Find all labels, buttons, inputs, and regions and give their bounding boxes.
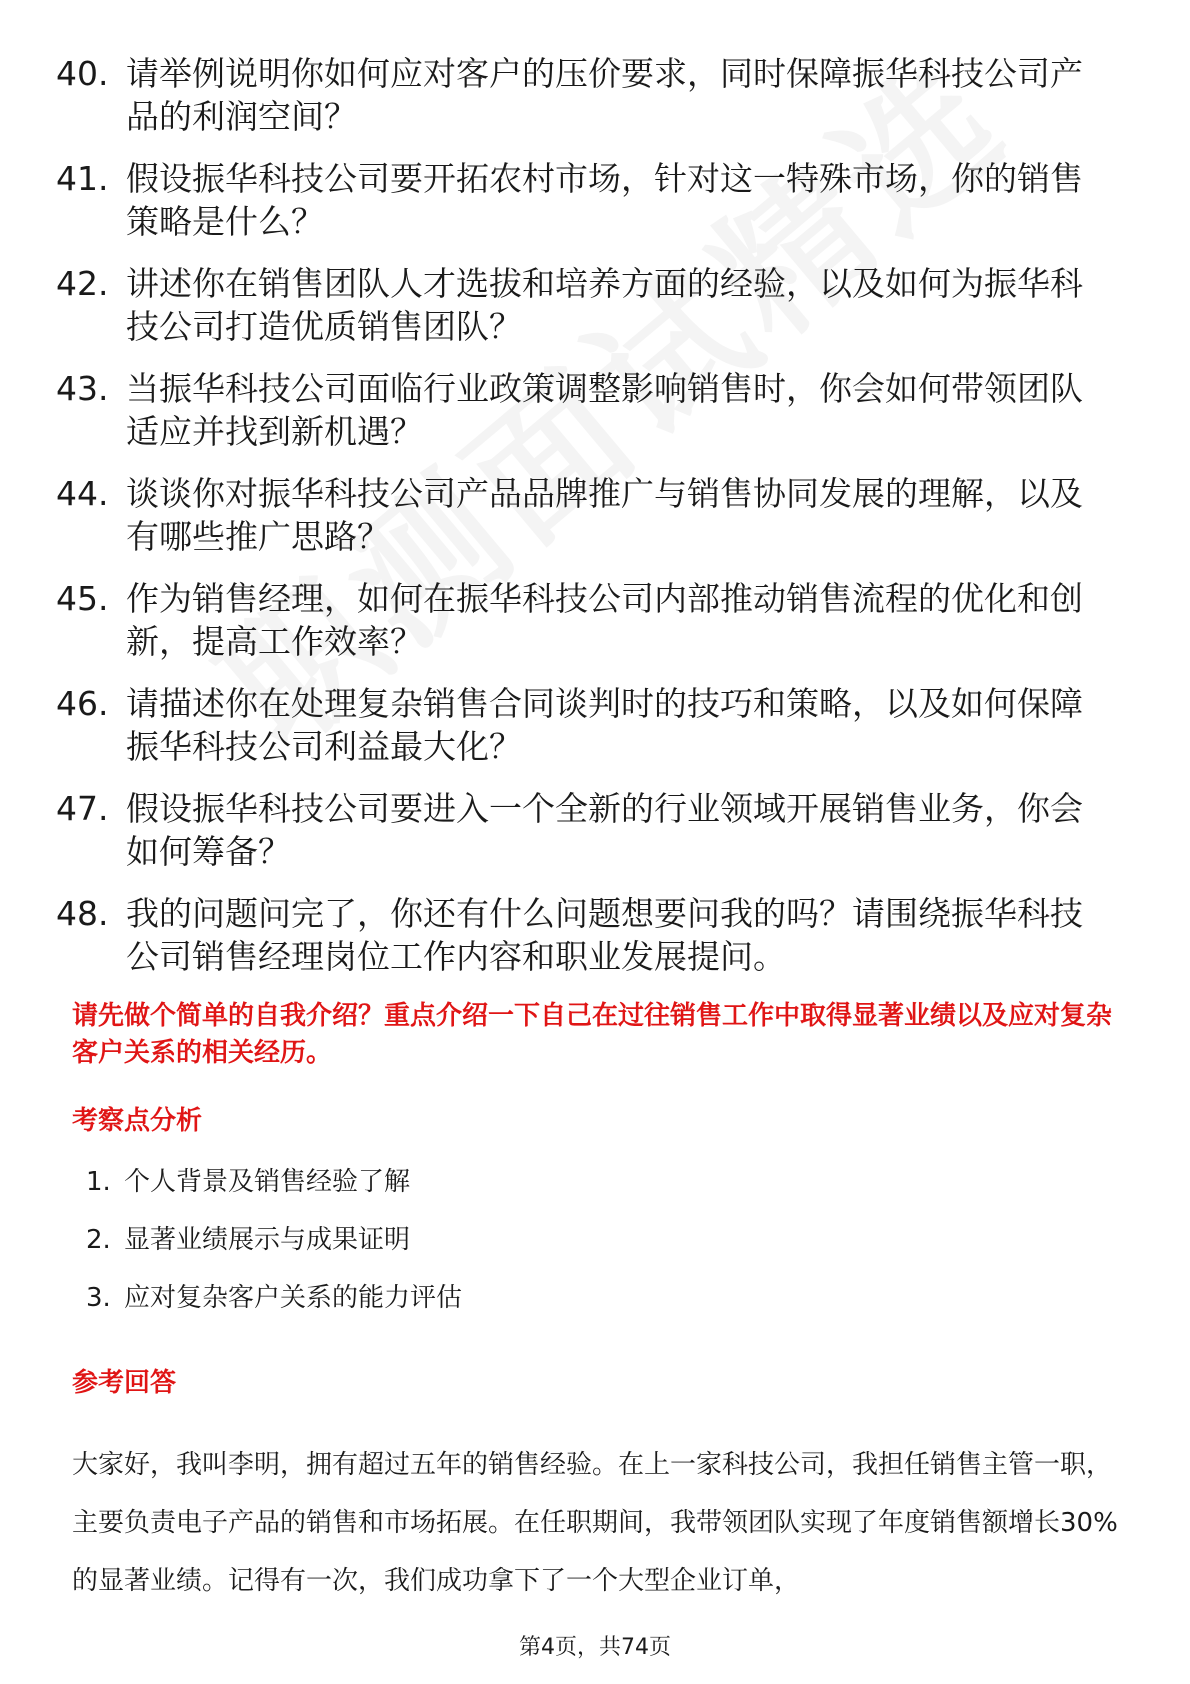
analysis-item bbox=[0, 1280, 1190, 1338]
featured-question: 请先做个简单的自我介绍？重点介绍一下自己在过往销售工作中取得显著业绩以及应对复杂客户关系的相关经历。 bbox=[72, 1001, 1113, 1068]
analysis-number: 2. bbox=[86, 1225, 111, 1255]
page-footer: 第4页，共74页 bbox=[519, 1635, 671, 1660]
reference-answer: 大家好，我叫李明，拥有超过五年的销售经验。在上一家科技公司，我担任销售主管一职，主要负责电子产品的销售和市场拓展。在任职期间，我带领团队实现了年度销售额增长30%的显著业绩。记得有一次，我们成功拿下了一个大型企业订单， bbox=[72, 1450, 1118, 1596]
reference-title: 参考回答 bbox=[72, 1368, 177, 1398]
question-item bbox=[0, 682, 1190, 768]
question-text: 假设振华科技公司要开拓农村市场，针对这一特殊市场，你的销售策略是什么？ bbox=[126, 159, 1083, 241]
question-item bbox=[0, 262, 1190, 348]
question-number: 45. bbox=[56, 579, 109, 618]
question-item bbox=[0, 157, 1190, 243]
analysis-text: 个人背景及销售经验了解 bbox=[124, 1167, 411, 1197]
question-text: 假设振华科技公司要进入一个全新的行业领域开展销售业务，你会如何筹备？ bbox=[126, 789, 1083, 871]
analysis-item bbox=[0, 1222, 1190, 1280]
analysis-number: 1. bbox=[86, 1167, 111, 1197]
analysis-text: 应对复杂客户关系的能力评估 bbox=[124, 1283, 463, 1313]
question-number: 42. bbox=[56, 264, 109, 303]
analysis-number: 3. bbox=[86, 1283, 111, 1313]
question-item bbox=[0, 52, 1190, 138]
question-text: 我的问题问完了，你还有什么问题想要问我的吗？请围绕振华科技公司销售经理岗位工作内容和职业发展提问。 bbox=[126, 894, 1083, 976]
question-list bbox=[0, 52, 1190, 997]
analysis-item bbox=[0, 1164, 1190, 1222]
question-item bbox=[0, 787, 1190, 873]
analysis-list bbox=[0, 1164, 1190, 1338]
question-text: 当振华科技公司面临行业政策调整影响销售时，你会如何带领团队适应并找到新机遇？ bbox=[126, 369, 1083, 451]
question-text: 作为销售经理，如何在振华科技公司内部推动销售流程的优化和创新，提高工作效率？ bbox=[126, 579, 1083, 661]
question-item bbox=[0, 472, 1190, 558]
question-number: 44. bbox=[56, 474, 109, 513]
question-text: 讲述你在销售团队人才选拔和培养方面的经验，以及如何为振华科技公司打造优质销售团队？ bbox=[126, 264, 1083, 346]
analysis-text: 显著业绩展示与成果证明 bbox=[124, 1225, 411, 1255]
question-item bbox=[0, 577, 1190, 663]
question-number: 48. bbox=[56, 894, 109, 933]
question-item bbox=[0, 367, 1190, 453]
question-text: 请描述你在处理复杂销售合同谈判时的技巧和策略，以及如何保障振华科技公司利益最大化？ bbox=[126, 684, 1083, 766]
question-text: 谈谈你对振华科技公司产品品牌推广与销售协同发展的理解，以及有哪些推广思路？ bbox=[126, 474, 1083, 556]
question-number: 41. bbox=[56, 159, 109, 198]
question-number: 46. bbox=[56, 684, 109, 723]
question-item bbox=[0, 892, 1190, 978]
question-number: 47. bbox=[56, 789, 109, 828]
analysis-title: 考察点分析 bbox=[72, 1106, 203, 1136]
question-number: 43. bbox=[56, 369, 109, 408]
question-number: 40. bbox=[56, 54, 109, 93]
question-text: 请举例说明你如何应对客户的压价要求，同时保障振华科技公司产品的利润空间？ bbox=[126, 54, 1083, 136]
